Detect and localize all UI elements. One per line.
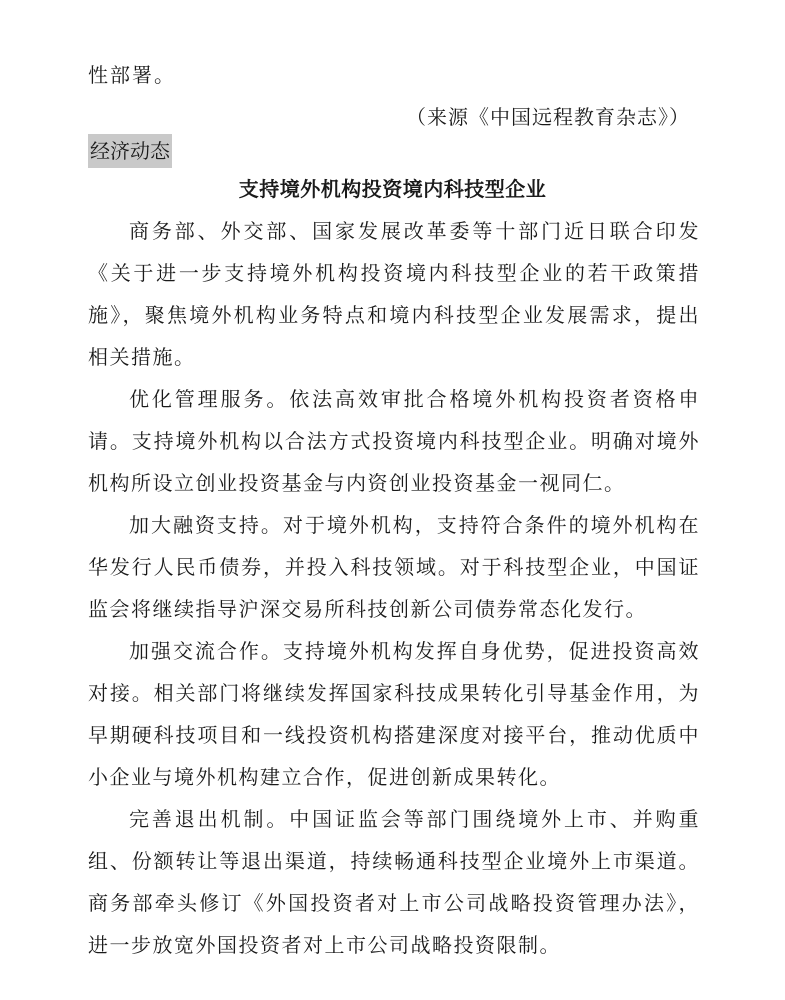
paragraph-exit-mechanism: 完善退出机制。中国证监会等部门围绕境外上市、并购重组、份额转让等退出渠道，持续畅通科技型企业境外上市渠道。商务部牵头修订《外国投资者对上市公司战略投资管理办法》，进一步放宽外国投资者对上市公司战略投资限制。 [88, 807, 700, 957]
paragraph-exchange-cooperation: 加强交流合作。支持境外机构发挥自身优势，促进投资高效对接。相关部门将继续发挥国家科技成果转化引导基金作用，为早期硬科技项目和一线投资机构搭建深度对接平台，推动优质中小企业与境外机构建立合作，促进创新成果转化。 [88, 639, 700, 789]
article-title: 支持境外机构投资境内科技型企业 [238, 177, 547, 201]
continuation-text: 性部署。 [88, 63, 176, 87]
section-label: 经济动态 [88, 134, 172, 168]
paragraph-management-services: 优化管理服务。依法高效审批合格境外机构投资者资格申请。支持境外机构以合法方式投资境内科技型企业。明确对境外机构所设立创业投资基金与内资创业投资基金一视同仁。 [88, 387, 700, 495]
paragraph-intro: 商务部、外交部、国家发展改革委等十部门近日联合印发《关于进一步支持境外机构投资境内科技型企业的若干政策措施》，聚焦境外机构业务特点和境内科技型企业发展需求，提出相关措施。 [88, 219, 700, 369]
source-citation: （来源《中国远程教育杂志》） [406, 105, 690, 129]
paragraph-financing-support: 加大融资支持。对于境外机构，支持符合条件的境外机构在华发行人民币债券，并投入科技领域。对于科技型企业，中国证监会将继续指导沪深交易所科技创新公司债券常态化发行。 [88, 513, 700, 621]
